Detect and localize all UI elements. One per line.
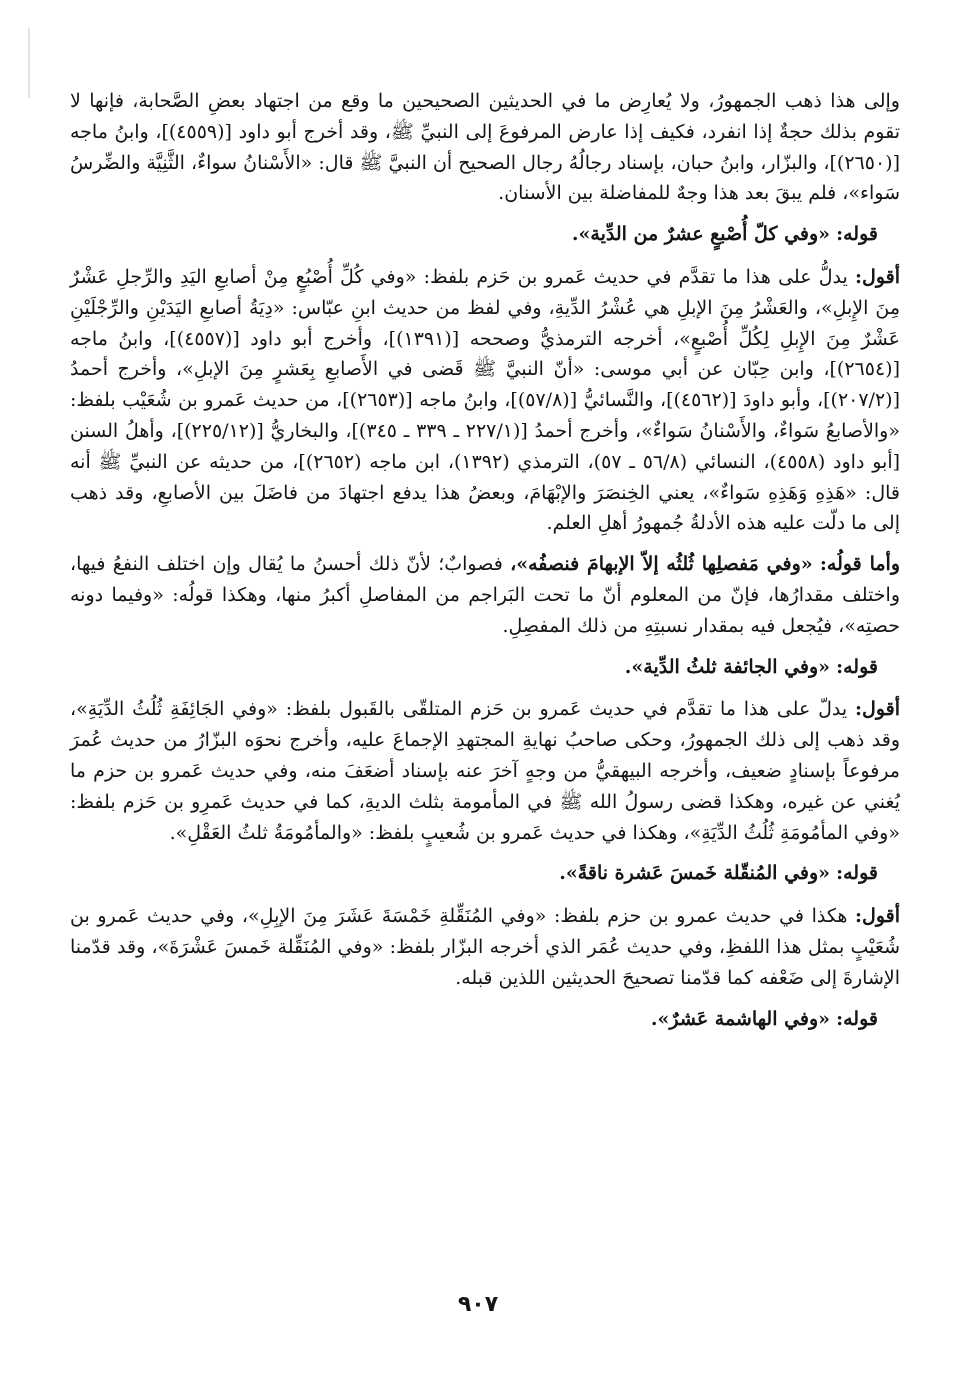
heading-1-label: قوله: (836, 223, 878, 246)
heading-2-label: قوله: (836, 655, 878, 678)
heading-3-label: قوله: (836, 862, 878, 885)
heading-2 (70, 652, 900, 683)
paragraph-3 (70, 549, 900, 641)
page-body (70, 86, 900, 1046)
heading-1-text: «وفي كلّ أُصْبعٍ عشرٌ من الدِّية». (571, 223, 831, 246)
paragraph-3-text: فصوابٌ؛ لأنّ ذلك أحسنُ ما يُقال وإن اختلف النفعُ فيها، واختلف مقدارُها، فإنّ من المعلوم أنّ ما تحت البَراجم من المفاصلِ أكبرُ منها، وهكذا قولُه: «وفيما دونه حصتِه»، فيُجعل فيه بمقدار نسبتِهِ من ذلك المفصِلِ. (70, 553, 900, 637)
heading-2-text: «وفي الجائفة ثلثُ الدِّية». (624, 655, 831, 678)
paragraph-3-label: وأما قولُه: (819, 553, 900, 576)
paragraph-5-text: هكذا في حديث عمرو بن حزم بلفظ: «وفي المُنَقِّلةِ خَمْسَةَ عَشَرَ مِنَ الإبِلِ»، وفي حديث عَمرو بن شُعَيْبٍ بمثل هذا اللفظِ، وفي حديث عُمَر الذي أخرجه البزّار بلفظ: «وفي المُنَقِّلة خَمسَ عَشْرَةَ»، وقد قدّمنا الإشارةَ إلى ضَعْفه كما قدّمنا تصحيحَ الحديثين اللذين قبله. (70, 905, 900, 989)
paragraph-1-text: وإلى هذا ذهب الجمهورُ، ولا يُعارِض ما في الحديثين الصحيحين ما وقع من اجتهاد بعضِ الصَّحابة، فإنها لا تقوم بذلك حجةٌ إذا انفرد، فكيف إذا عارض المرفوعَ إلى النبيِّ ﷺ، وقد أخرج أبو داود [(٤٥٥٩)]، وابنُ ماجه [(٢٦٥٠)]، والبزّار، وابنُ حبان، بإسناد رجالُهُ رجال الصحيح أن النبيَّ ﷺ قال: «الأَسْنانُ سواءٌ، الثَّنِيَّة والضِّرسُ سَواء»، فلم يبقَ بعد هذا وجهٌ للمفاضلة بين الأسنان. (70, 90, 900, 205)
heading-1 (70, 219, 900, 250)
paragraph-3-quote: «وفي مَفصلِها ثُلثُه إلاّ الإبهامَ فنصفُه»، (510, 553, 813, 576)
paragraph-4 (70, 694, 900, 848)
page-number: ٩٠٧ (457, 1292, 499, 1317)
heading-3-text: «وفي المُنقّلة خَمسَ عَشرة ناقةً». (559, 862, 831, 885)
paragraph-2 (70, 262, 900, 539)
paragraph-1 (70, 86, 900, 209)
paragraph-5-label: أقول: (855, 905, 900, 928)
paragraph-4-text: يدلّ على هذا ما تقدَّم في حديث عَمرو بن حَزم المتلقّى بالقَبول بلفظ: «وفي الجَائِفَةِ ثُلُثُ الدِّيَةِ»، وقد ذهب إلى ذلك الجمهورُ، وحكى صاحبُ نهايةِ المجتهدِ الإجماعَ عليه، وأخرج نحوَه البزّارُ من حديث عُمرَ مرفوعاً بإسنادٍ ضعيف، وأخرجه البيهقيُّ من وجهٍ آخرَ عنه بإسناد أضعَفَ منه، وفي حديث عَمرو بن حزم ما يُغني عن غيره، وهكذا قضى رسولُ الله ﷺ في المأمومة بثلث الديةِ، كما في حديث عَمرِو بن حَزم بلفظ: «وفي المأمُومَةِ ثُلُثُ الدِّيَةِ»، وهكذا في حديث عَمرو بن شُعيبٍ بلفظ: «والمأمُومَةُ ثلثُ العَقْلِ». (70, 698, 900, 844)
heading-4-label: قوله: (836, 1007, 878, 1030)
heading-3 (70, 858, 900, 889)
paragraph-2-text: يدلُّ على هذا ما تقدَّم في حديث عَمرو بن حَزم بلفظ: «وفي كُلِّ أُصْبُعٍ مِنْ أصابعِ اليَدِ والرِّجلِ عَشْرٌ مِنَ الإِبلِ»، والعَشْرُ مِنَ الإبلِ هي عُشْرُ الدِّيةِ، وفي لفظ من حديث ابنِ عبّاس: «دِيَةُ أصابعِ اليَدَيْنِ والرِّجْلَيْنِ عَشْرٌ مِنَ الإِبلِ لِكُلِّ أُصْبعٍ»، أخرجه الترمذيُّ وصححه [(١٣٩١)]، وأخرج أبو داود [(٤٥٥٧)]، وابنُ ماجه [(٢٦٥٤)]، وابن حِبّان عن أبي موسى: «أنّ النبيَّ ﷺ قَضى في الأَصابعِ بِعَشرٍ مِنَ الإبلِ»، وأخرج أحمدُ [(٢٠٧/٢)]، وأبو داودَ [(٤٥٦٢)]، والنَّسائيُّ [(٥٧/٨)]، وابنُ ماجه [(٢٦٥٣)]، من حديث عَمرو بن شُعَيْب بلفظ: «والأصابعُ سَواءٌ، والأَسْنانُ سَواءٌ»، وأخرج أحمدُ [(٢٢٧/١ ـ ٣٣٩ ـ ٣٤٥)]، والبخاريُّ [(٢٢٥/١٢)]، وأهلُ السنن [أبو داود (٤٥٥٨)، النسائي (٥٦/٨ ـ ٥٧)، الترمذي (١٣٩٢)، ابن ماجه (٢٦٥٢)]، من حديثه عن النبيِّ ﷺ أنه قال: «هَذِهِ وَهَذِهِ سَواءٌ»، يعني الخِنصَرَ والإبْهَامَ، وبعضُ هذا يدفع اجتهادَ من فاضَلَ بين الأصابعِ، وقد ذهب إلى ما دلّت عليه هذه الأدلةُ جُمهورُ أهلِ العلم. (70, 265, 901, 535)
heading-4-text: «وفي الهاشمة عَشرٌ». (650, 1007, 831, 1030)
paragraph-5 (70, 901, 900, 993)
scan-mark (28, 28, 30, 98)
paragraph-2-label: أقول: (855, 265, 901, 288)
paragraph-4-label: أقول: (855, 698, 900, 721)
heading-4 (70, 1004, 900, 1035)
